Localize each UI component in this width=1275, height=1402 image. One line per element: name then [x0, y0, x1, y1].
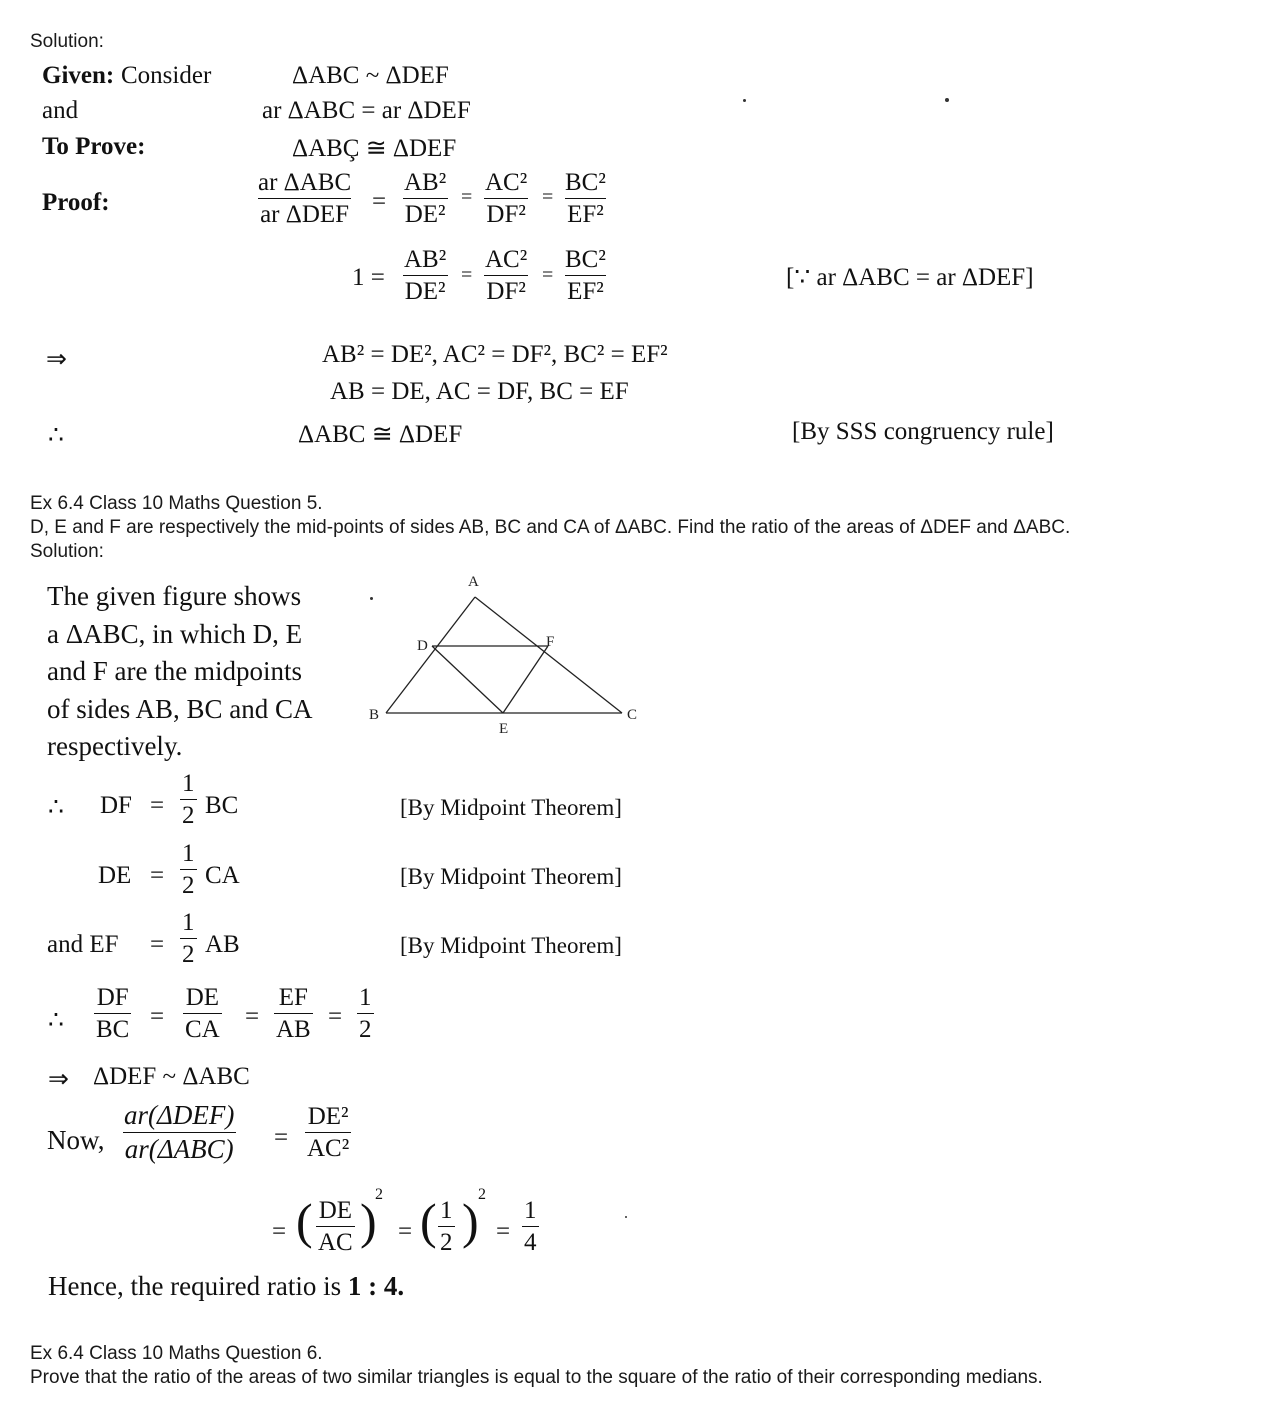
- mid1-reason: [By Midpoint Theorem]: [400, 795, 622, 820]
- numerator: AB²: [404, 169, 447, 196]
- denominator: BC: [94, 1013, 131, 1042]
- denominator: 2: [438, 1226, 455, 1255]
- implies-symbol: ⇒: [46, 346, 67, 373]
- fraction-area-ratio: [122, 1102, 236, 1163]
- denominator: EF²: [565, 275, 606, 304]
- given-label: Given:: [42, 62, 115, 89]
- numerator: ar(ΔDEF): [124, 1100, 235, 1130]
- fraction-area-ratio: [256, 170, 353, 227]
- numerator: 1: [440, 1197, 453, 1224]
- and-expression: ar ΔABC = ar ΔDEF: [262, 97, 471, 124]
- fraction-ab-de: [402, 247, 448, 304]
- equals-sign: =: [150, 792, 165, 819]
- numerator: DE²: [307, 1103, 349, 1130]
- denominator: AB: [274, 1013, 313, 1042]
- intro-line: of sides AB, BC and CA: [47, 693, 313, 724]
- denominator: DF²: [484, 275, 527, 304]
- equals-sign: =: [496, 1218, 511, 1245]
- numerator: 1: [524, 1197, 537, 1224]
- equals-sign: =: [245, 1003, 260, 1030]
- equals-sign: =: [461, 264, 473, 286]
- now-label: Now,: [47, 1125, 105, 1155]
- given-expression: ΔABC ~ ΔDEF: [292, 62, 449, 89]
- squares-equal-line: AB² = DE², AC² = DF², BC² = EF²: [322, 341, 668, 368]
- label-e: E: [499, 721, 509, 737]
- q5-heading: Ex 6.4 Class 10 Maths Question 5.: [30, 493, 323, 514]
- numerator: 1: [182, 840, 195, 867]
- equals-sign: =: [272, 1218, 287, 1245]
- exponent: 2: [375, 1186, 383, 1203]
- side-ac: [475, 597, 622, 713]
- conclusion: [48, 1271, 404, 1302]
- mid2-rhs: CA: [205, 862, 240, 889]
- fraction-bc-ef: [563, 247, 608, 304]
- fraction-de2-ac2: [305, 1104, 351, 1161]
- fraction-df-bc: [94, 985, 131, 1042]
- numerator: ar ΔABC: [258, 169, 352, 196]
- label-f: F: [546, 634, 555, 650]
- numerator: AB²: [404, 246, 447, 273]
- label-d: D: [417, 638, 428, 654]
- numerator: AC²: [485, 246, 528, 273]
- reason-equal-areas: [∵ ar ΔABC = ar ΔDEF]: [786, 264, 1034, 291]
- side-ab: [386, 597, 475, 713]
- denominator: 2: [180, 869, 197, 898]
- q6-question: Prove that the ratio of the areas of two similar triangles is equal to the square of the ratio of their corresponding medians.: [30, 1367, 1043, 1388]
- equals-sign: =: [150, 862, 165, 889]
- right-paren: ): [462, 1193, 479, 1249]
- right-paren: ): [360, 1193, 377, 1249]
- mid3-lhs: and EF: [47, 931, 119, 958]
- numerator: EF: [278, 984, 308, 1011]
- denominator: ar(ΔABC): [124, 1134, 234, 1164]
- fraction-ac-df: [483, 247, 529, 304]
- equals-sign: =: [398, 1218, 413, 1245]
- numerator: 1: [182, 909, 195, 936]
- fraction-one-half: [438, 1198, 455, 1255]
- label-c: C: [627, 707, 638, 723]
- equals-sign: =: [328, 1003, 343, 1030]
- intro-line: The given figure shows: [47, 581, 302, 611]
- mid3-rhs: AB: [205, 931, 240, 958]
- denominator: AC²: [305, 1132, 351, 1161]
- denominator: 2: [180, 938, 197, 967]
- proof-label: Proof:: [42, 189, 110, 216]
- denominator: 4: [522, 1226, 539, 1255]
- conclusion-ratio: 1 : 4.: [347, 1271, 405, 1301]
- solution-label: Solution:: [30, 31, 104, 52]
- fraction-bc-ef: [563, 170, 608, 227]
- q6-heading: Ex 6.4 Class 10 Maths Question 6.: [30, 1343, 323, 1364]
- numerator: BC²: [565, 246, 606, 273]
- congruence-conclusion: ΔABC ≅ ΔDEF: [298, 421, 463, 448]
- denominator: DE²: [403, 198, 448, 227]
- equals-sign: =: [542, 264, 554, 286]
- stray-dot: [743, 99, 746, 102]
- and-label: and: [42, 97, 79, 124]
- q5-solution-label: Solution:: [30, 541, 104, 562]
- left-paren: (: [420, 1193, 437, 1249]
- mid1-lhs: DF: [100, 792, 132, 819]
- stray-dot: [945, 98, 949, 102]
- label-a: A: [468, 574, 479, 590]
- fraction-ab-de: [402, 170, 448, 227]
- reason-sss: [By SSS congruency rule]: [792, 418, 1054, 445]
- q5-question: D, E and F are respectively the mid-points of sides AB, BC and CA of ΔABC. Find the ratio of the areas of ΔDEF and ΔABC.: [30, 517, 1071, 538]
- intro-line: respectively.: [47, 731, 183, 761]
- numerator: AC²: [485, 169, 528, 196]
- mid1-rhs: BC: [205, 792, 239, 819]
- equals-sign: =: [461, 186, 473, 208]
- similarity-line: ΔDEF ~ ΔABC: [93, 1063, 250, 1090]
- intro-line: a ΔABC, in which D, E: [47, 618, 303, 649]
- to-prove-label: To Prove:: [42, 133, 146, 160]
- numerator: DF: [96, 984, 129, 1011]
- numerator: DE: [185, 984, 220, 1011]
- equals-sign: =: [542, 186, 554, 208]
- denominator: 2: [180, 799, 197, 828]
- therefore-symbol: ∴: [48, 422, 64, 449]
- given-consider: Consider: [121, 62, 212, 89]
- numerator: BC²: [565, 169, 606, 196]
- fraction-half: [180, 910, 197, 967]
- label-b: B: [369, 707, 380, 723]
- segment-de: [432, 646, 503, 713]
- numerator: 1: [182, 770, 195, 797]
- left-paren: (: [296, 1193, 313, 1249]
- equals-sign: =: [274, 1124, 289, 1151]
- numerator: DE: [318, 1197, 353, 1224]
- to-prove-expression: ΔABÇ ≅ ΔDEF: [292, 135, 457, 162]
- stray-dot: [625, 1216, 627, 1218]
- denominator: ar ΔDEF: [258, 198, 351, 227]
- triangle-figure: [360, 565, 650, 740]
- conclusion-prefix: Hence, the required ratio is: [48, 1271, 342, 1301]
- exponent: 2: [478, 1186, 486, 1203]
- mid2-reason: [By Midpoint Theorem]: [400, 864, 622, 889]
- stray-dot: [370, 597, 373, 600]
- sides-equal-line: AB = DE, AC = DF, BC = EF: [330, 378, 629, 405]
- intro-line: and F are the midpoints: [47, 656, 302, 686]
- denominator: AC: [316, 1226, 355, 1255]
- one-equals: 1 =: [352, 264, 385, 291]
- fraction-half: [180, 841, 197, 898]
- denominator: DE²: [403, 275, 448, 304]
- fraction-half: [180, 771, 197, 828]
- equals-sign: =: [150, 1003, 165, 1030]
- denominator: 2: [357, 1013, 374, 1042]
- numerator: 1: [359, 984, 372, 1011]
- denominator: DF²: [484, 198, 527, 227]
- fraction-one-quarter: [522, 1198, 539, 1255]
- segment-ef: [503, 646, 548, 713]
- therefore-symbol: ∴: [48, 794, 64, 821]
- equals-sign: =: [372, 188, 387, 215]
- implies-symbol: ⇒: [48, 1066, 69, 1093]
- mid3-reason: [By Midpoint Theorem]: [400, 933, 622, 958]
- fraction-de-ac: [316, 1198, 355, 1255]
- fraction-ef-ab: [274, 985, 313, 1042]
- q5-intro: [47, 578, 313, 766]
- mid2-lhs: DE: [98, 862, 132, 889]
- fraction-one-half: [357, 985, 374, 1042]
- fraction-ac-df: [483, 170, 529, 227]
- fraction-de-ca: [183, 985, 222, 1042]
- therefore-symbol: ∴: [48, 1007, 64, 1034]
- denominator: CA: [183, 1013, 222, 1042]
- equals-sign: =: [150, 931, 165, 958]
- denominator: EF²: [565, 198, 606, 227]
